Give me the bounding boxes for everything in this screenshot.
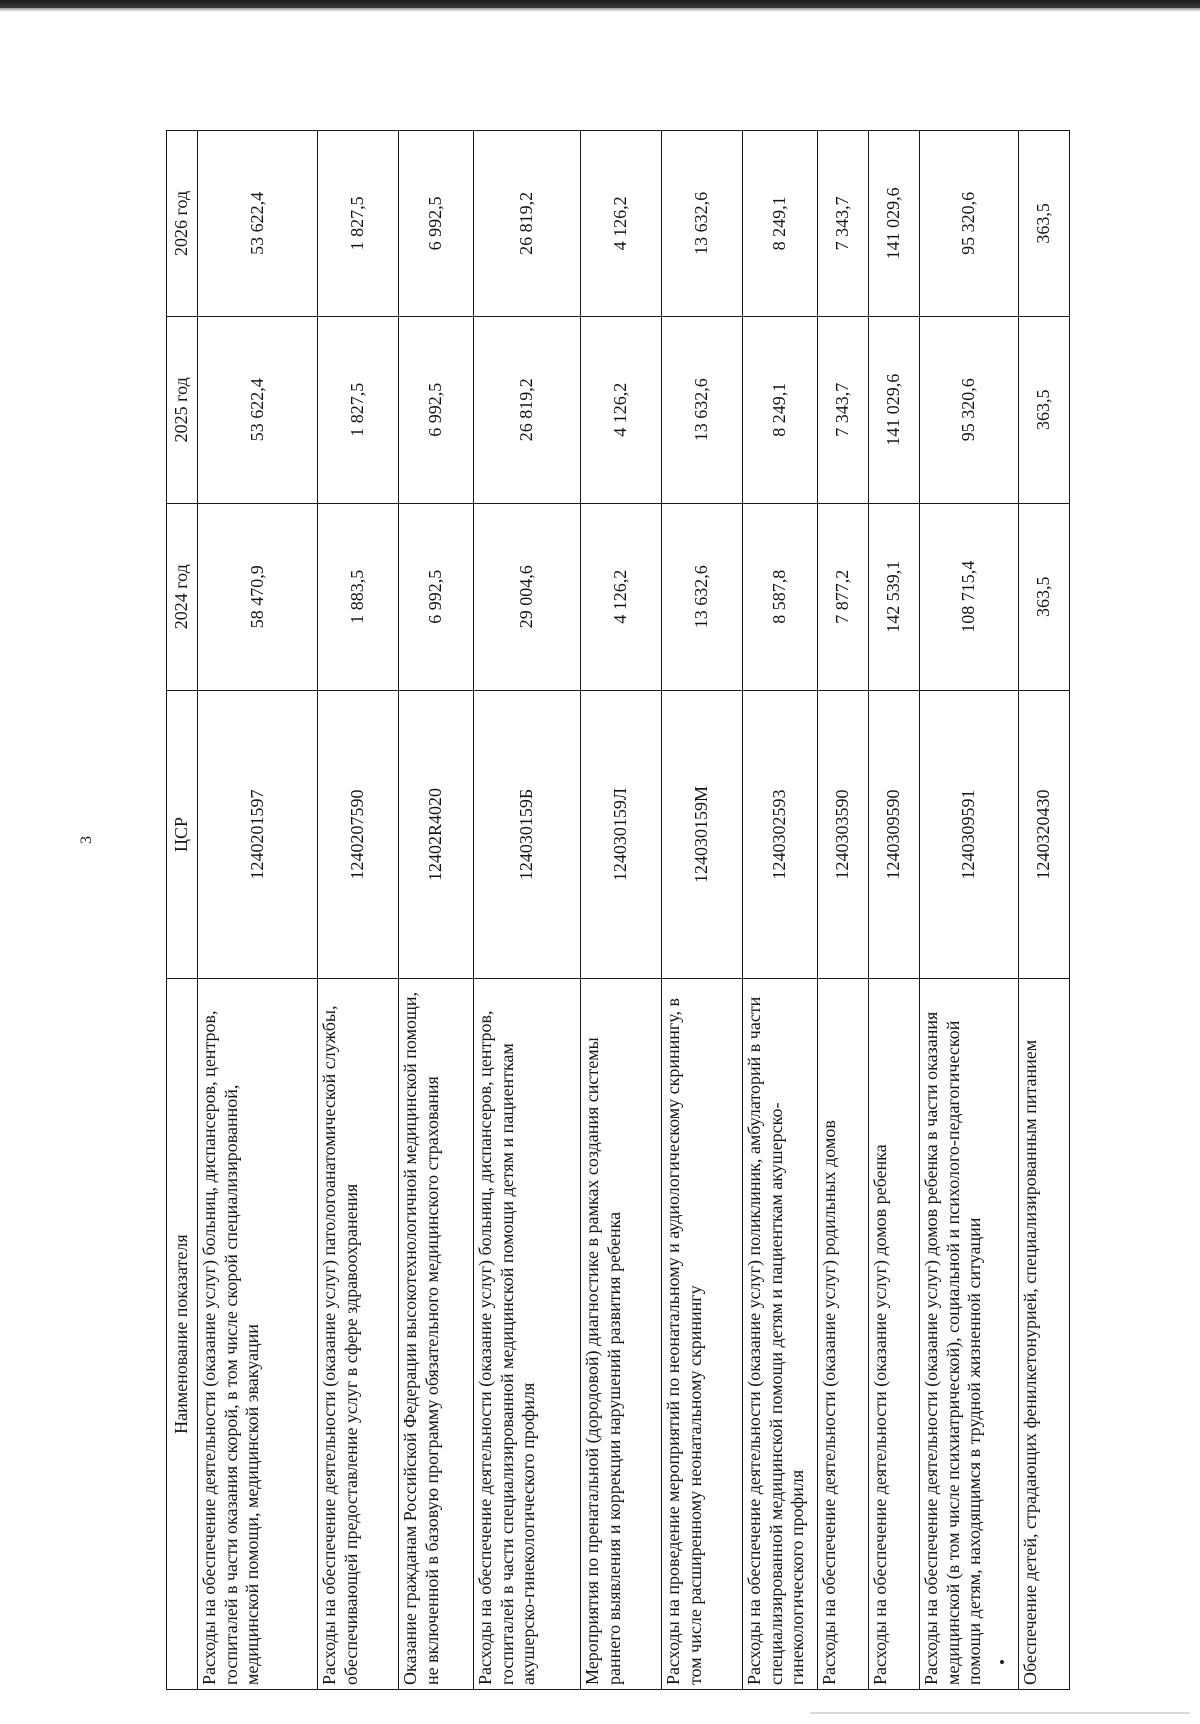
header-code: ЦСР [167,690,198,979]
row-2024: 108 715,4 [920,503,1019,690]
row-2024: 1 883,5 [318,503,399,690]
rotated-table-container [166,130,1070,1690]
row-code: 12402R4020 [399,690,474,979]
row-2025: 8 249,1 [743,316,818,503]
row-name: Обеспечение детей, страдающих фенилкетонурией, специализированным питанием [1019,979,1070,1690]
row-code: 1240309590 [869,690,920,979]
table-row [581,131,662,1690]
row-2024: 13 632,6 [662,503,743,690]
table-row [399,131,474,1690]
row-2026: 53 622,4 [198,131,318,317]
row-code: 124030159М [662,690,743,979]
row-2025: 53 622,4 [198,316,318,503]
row-2024: 58 470,9 [198,503,318,690]
table-row [318,131,399,1690]
table-row [1019,131,1070,1690]
row-name: Расходы на обеспечение деятельности (оказание услуг) домов ребенка [869,979,920,1690]
budget-table [166,130,1070,1690]
row-2025: 1 827,5 [318,316,399,503]
row-name: Расходы на проведение мероприятий по неонатальному и аудиологическому скринингу, в том числе расширенному неонатальному скринингу [662,979,743,1690]
header-name: Наименование показателя [167,979,198,1690]
row-name: Оказание гражданам Российской Федерации высокотехнологичной медицинской помощи, не включенной в базовую программу обязательного медицинского страхования [399,979,474,1690]
row-2026: 7 343,7 [818,131,869,317]
row-2025: 13 632,6 [662,316,743,503]
page-number: 3 [78,836,95,844]
header-2025: 2025 год [167,316,198,503]
table-row [474,131,581,1690]
row-2025: 4 126,2 [581,316,662,503]
scan-bottom-streak [810,1712,1190,1714]
row-name: Расходы на обеспечение деятельности (оказание услуг) родильных домов [818,979,869,1690]
row-2025: 6 992,5 [399,316,474,503]
row-2025: 95 320,6 [920,316,1019,503]
row-2026: 6 992,5 [399,131,474,317]
table-row [198,131,318,1690]
scan-speck [1000,1660,1004,1664]
row-code: 1240309591 [920,690,1019,979]
row-name: Расходы на обеспечение деятельности (оказание услуг) больниц, диспансеров, центров, госпиталей в части специализированной медицинской помощи детям и пациенткам акушерско-гинекологического профиля [474,979,581,1690]
row-2025: 141 029,6 [869,316,920,503]
scan-top-edge [0,0,1200,8]
row-2026: 1 827,5 [318,131,399,317]
row-name: Расходы на обеспечение деятельности (оказание услуг) патологоанатомической службы, обеспечивающей предоставление услуг в сфере здравоохранения [318,979,399,1690]
table-row [743,131,818,1690]
row-code: 1240302593 [743,690,818,979]
row-code: 1240207590 [318,690,399,979]
row-name: Расходы на обеспечение деятельности (оказание услуг) больниц, диспансеров, центров, госпиталей в части оказания скорой, в том числе скорой специализированной, медицинской помощи, медицинской эвакуации [198,979,318,1690]
row-code: 1240303590 [818,690,869,979]
row-2025: 26 819,2 [474,316,581,503]
row-2026: 141 029,6 [869,131,920,317]
row-2024: 142 539,1 [869,503,920,690]
header-2024: 2024 год [167,503,198,690]
row-2024: 4 126,2 [581,503,662,690]
row-2024: 7 877,2 [818,503,869,690]
row-2026: 8 249,1 [743,131,818,317]
table-row [869,131,920,1690]
header-2026: 2026 год [167,131,198,317]
row-name: Расходы на обеспечение деятельности (оказание услуг) домов ребенка в части оказания медицинской (в том числе психиатрической), социальной и психолого-педагогической помощи детям, находящимся в трудной жизненной ситуации [920,979,1019,1690]
row-2026: 4 126,2 [581,131,662,317]
row-2024: 29 004,6 [474,503,581,690]
row-code: 1240201597 [198,690,318,979]
row-2024: 363,5 [1019,503,1070,690]
row-2024: 6 992,5 [399,503,474,690]
row-2025: 7 343,7 [818,316,869,503]
row-code: 1240320430 [1019,690,1070,979]
row-code: 124030159Л [581,690,662,979]
row-2026: 95 320,6 [920,131,1019,317]
row-code: 124030159Б [474,690,581,979]
row-2025: 363,5 [1019,316,1070,503]
scan-top-shadow [0,8,1200,12]
table-row [818,131,869,1690]
row-name: Мероприятия по пренатальной (дородовой) диагностике в рамках создания системы раннего выявления и коррекции нарушений развития ребенка [581,979,662,1690]
row-2026: 363,5 [1019,131,1070,317]
row-2026: 26 819,2 [474,131,581,317]
header-row [167,131,198,1690]
row-2026: 13 632,6 [662,131,743,317]
row-2024: 8 587,8 [743,503,818,690]
table-row [662,131,743,1690]
row-name: Расходы на обеспечение деятельности (оказание услуг) поликлиник, амбулаторий в части специализированной медицинской помощи детям и пациенткам акушерско-гинекологического профиля [743,979,818,1690]
table-row [920,131,1019,1690]
